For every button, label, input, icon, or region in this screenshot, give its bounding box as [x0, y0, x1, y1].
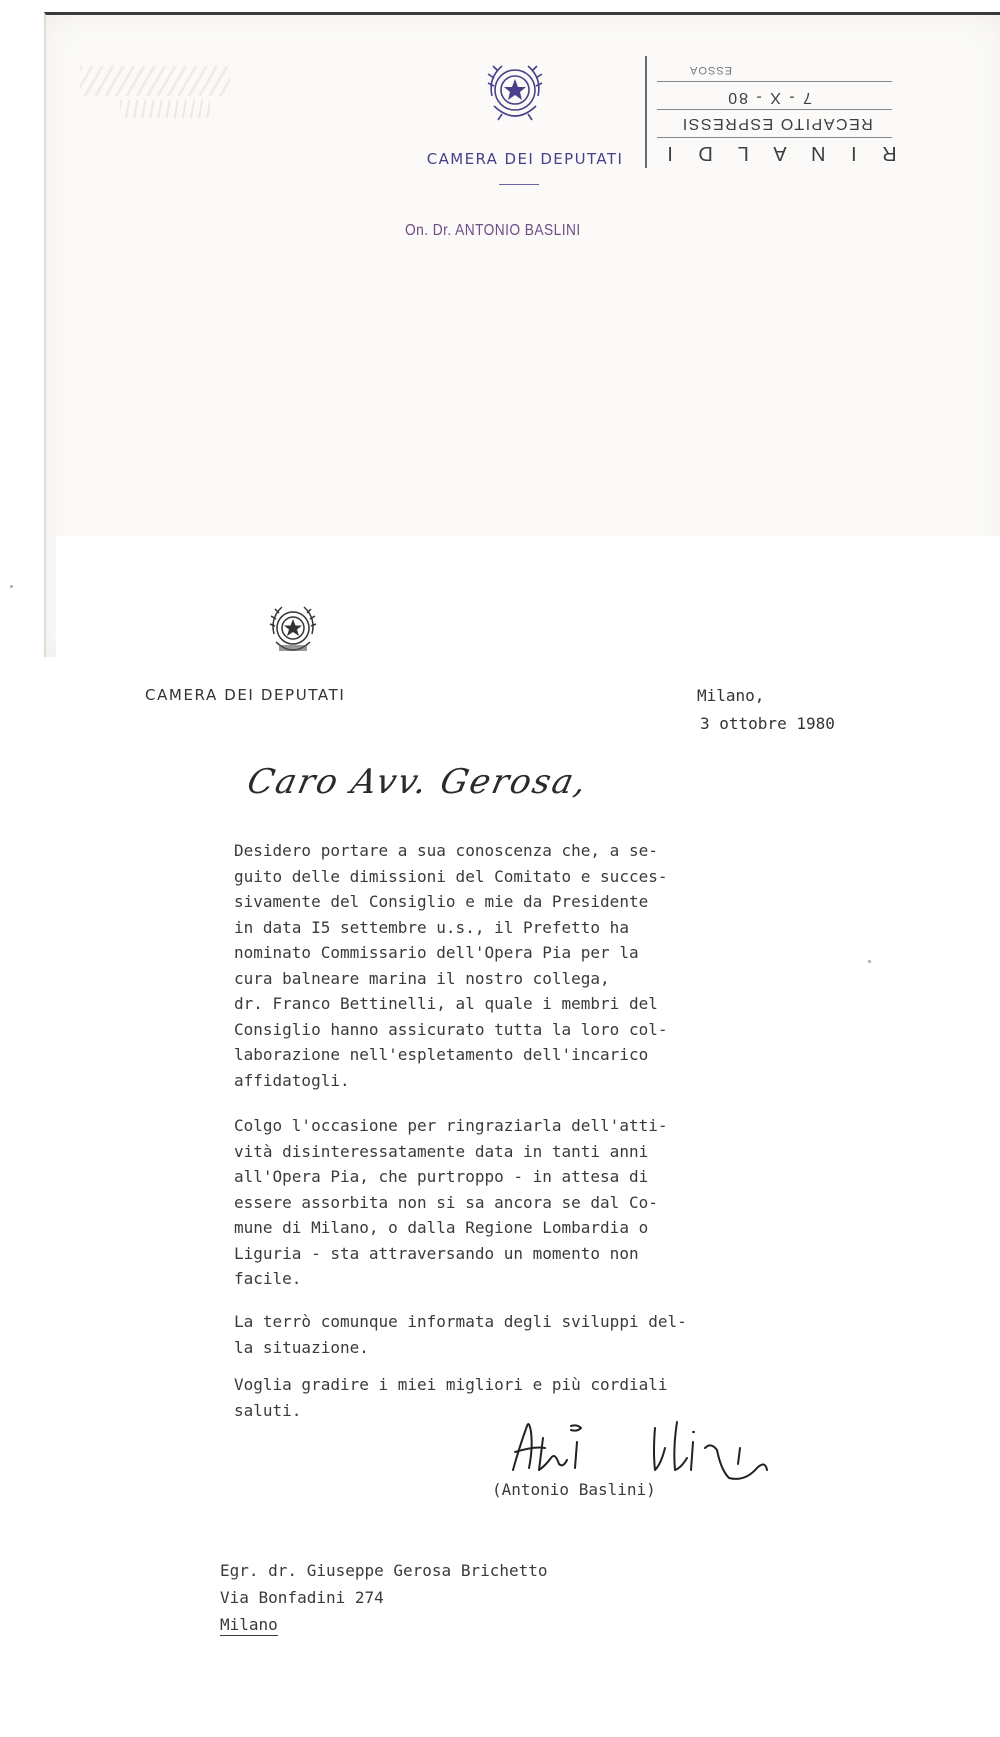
- divider: [657, 109, 892, 110]
- italian-republic-emblem-icon: [480, 56, 550, 128]
- postmark-service: RECAPITO ESPRESSI: [681, 115, 873, 132]
- divider: [499, 184, 539, 185]
- handwritten-salutation: Caro Avv. Gerosa,: [243, 762, 592, 802]
- recipient-street: Via Bonfadini 274: [220, 1588, 384, 1607]
- letterhead-chamber-name: CAMERA DEI DEPUTATI: [145, 686, 346, 704]
- postmark: [645, 56, 907, 168]
- italian-republic-emblem-icon: [265, 600, 321, 660]
- envelope-sender-stamp: On. Dr. ANTONIO BASLINI: [405, 222, 581, 239]
- postmark-date: 7 - X - 80: [726, 89, 812, 106]
- scan-speck: [868, 960, 871, 963]
- recipient-name: Egr. dr. Giuseppe Gerosa Brichetto: [220, 1561, 548, 1580]
- postmark-code: ESSOA: [689, 64, 732, 76]
- letter-paragraph: Colgo l'occasione per ringraziarla dell'atti- vità disinteressatamente data in tanti anni all'Opera Pia, che purtroppo - in attesa di essere assorbita non si sa ancora se dal Co- mune di Milano, o dalla Regione Lombardia o Liguria - sta attraversando un momento non facile.: [234, 1116, 668, 1288]
- recipient-city: Milano: [220, 1615, 278, 1634]
- letter-place: Milano,: [697, 686, 765, 705]
- envelope-chamber-name: CAMERA DEI DEPUTATI: [426, 150, 624, 168]
- faded-stamp-mark: [120, 100, 210, 118]
- scan-speck: [10, 585, 13, 588]
- letter-paragraph: Desidero portare a sua conoscenza che, a se- guito delle dimissioni del Comitato e succes- sivamente del Consiglio e mie da Presidente in data I5 settembre u.s., il Prefetto ha nominato Commissario dell'Opera Pia per la cura balneare marina il nostro collega, dr. Franco Bettinelli, al quale i membri del Consiglio hanno assicurato tutta la loro col- laborazione nell'espletamento dell'incarico affidatogli.: [234, 841, 668, 1090]
- signer-name: (Antonio Baslini): [492, 1480, 656, 1499]
- handwritten-signature: [505, 1408, 795, 1483]
- divider: [657, 81, 892, 82]
- faded-stamp-mark: [80, 66, 230, 96]
- letter-date: 3 ottobre 1980: [700, 714, 835, 733]
- letter-paragraph: Voglia gradire i miei migliori e più cordiali saluti.: [234, 1375, 668, 1420]
- letter-paragraph: La terrò comunque informata degli sviluppi del- la situazione.: [234, 1312, 687, 1357]
- divider: [657, 137, 892, 138]
- postmark-name: R I N A L D I: [657, 142, 897, 164]
